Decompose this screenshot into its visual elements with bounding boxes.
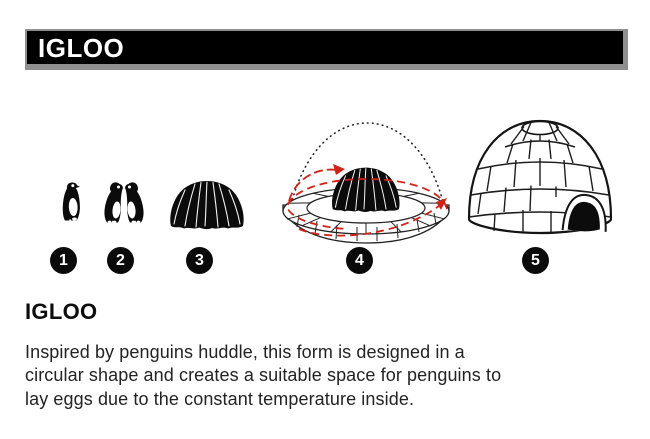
penguin-huddle-icon — [167, 177, 247, 233]
igloo-construction-icon — [277, 117, 457, 249]
completed-igloo-icon — [461, 111, 619, 245]
caption-heading: IGLOO — [25, 299, 98, 324]
right-penguin — [125, 182, 144, 223]
step-2-badge: 2 — [107, 247, 134, 274]
title-bar — [25, 29, 628, 70]
paragraph-line: lay eggs due to the constant temperature inside. — [25, 388, 415, 409]
single-penguin-icon — [60, 181, 86, 223]
paragraph-line: Inspired by penguins huddle, this form is designed in a — [25, 342, 465, 362]
huddle-in-construction — [332, 168, 400, 212]
penguin-pair-icon — [99, 179, 149, 225]
paragraph-line: circular shape and creates a suitable space for penguins to — [25, 365, 502, 386]
step-3-badge: 3 — [186, 247, 213, 274]
arrowhead-top — [333, 164, 345, 175]
step-5-badge: 5 — [522, 247, 549, 274]
page-title: IGLOO — [38, 32, 125, 63]
step-4-badge: 4 — [346, 247, 373, 274]
step-1-badge: 1 — [50, 247, 77, 274]
caption-paragraph — [25, 341, 501, 411]
left-penguin — [104, 182, 123, 223]
